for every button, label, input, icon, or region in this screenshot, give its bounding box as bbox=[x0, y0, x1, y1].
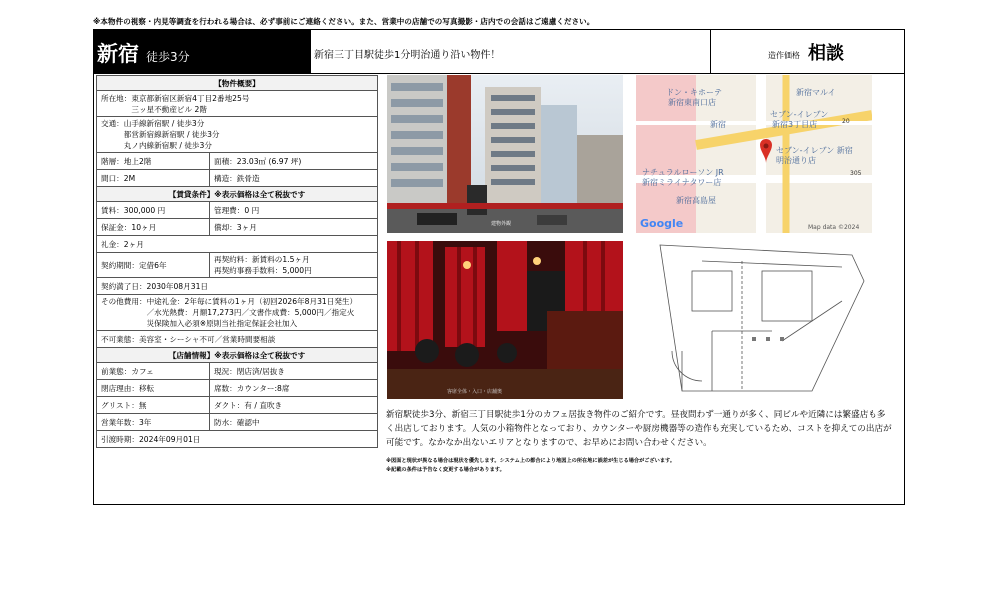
interior-photo-art bbox=[387, 241, 623, 399]
exterior-photo-art bbox=[387, 75, 623, 233]
map-label-marui: 新宿マルイ bbox=[796, 88, 836, 97]
handover-cell: 引渡時期：2024年09月01日 bbox=[97, 431, 378, 448]
address-line-1: 東京都新宿区新宿4丁目2番地25号 bbox=[131, 93, 250, 103]
map-label-donki: ドン・キホーテ bbox=[666, 88, 722, 97]
map-label-donki2: 新宿東南口店 bbox=[668, 98, 716, 107]
renew-line-1: 再契約料：新賃料の1.5ヶ月 bbox=[214, 255, 310, 264]
map-label-seven1b: 新宿3丁目店 bbox=[772, 120, 818, 129]
renew-line-2: 再契約事務手数料：5,000円 bbox=[214, 266, 312, 275]
station-block bbox=[94, 30, 311, 73]
exterior-caption: 建物外観 bbox=[491, 221, 512, 227]
mgmt-cell: 管理費：0 円 bbox=[210, 202, 378, 219]
traffic-line-1: 山手線新宿駅 / 徒歩3分 bbox=[123, 119, 205, 128]
area-cell: 面積：23.03㎡ (6.97 坪) bbox=[210, 153, 378, 170]
grease-cell: グリスト：無 bbox=[97, 397, 210, 414]
map-data-credit: Map data ©2024 bbox=[808, 224, 860, 231]
years-cell: 営業年数：3年 bbox=[97, 414, 210, 431]
price-value: 相談 bbox=[808, 43, 844, 64]
map-label-seven2b: 明治通り店 bbox=[776, 156, 816, 165]
google-logo: Google bbox=[640, 217, 684, 230]
note-1: ※図面と現状が異なる場合は現状を優先します。システム上の都合により地図上の所在地に誤差が生じる場合がございます。 bbox=[386, 458, 676, 464]
map-label-takashimaya: 新宿高島屋 bbox=[676, 196, 716, 205]
expiry-cell: 契約満了日：2030年08月31日 bbox=[97, 278, 378, 295]
close-reason-cell: 閉店理由：移転 bbox=[97, 380, 210, 397]
map-label-shinjuku: 新宿 bbox=[710, 120, 726, 129]
station-walk: 徒歩3分 bbox=[146, 50, 190, 64]
sheet-header bbox=[94, 30, 904, 74]
deposit-cell: 保証金：10ヶ月 bbox=[97, 219, 210, 236]
notice-text: ※本物件の視察・内見等調査を行われる場合は、必ず事前にご連絡ください。また、営業中の店舗での写真撮影・店内での会話はご遠慮ください。 bbox=[93, 17, 595, 26]
traffic-label: 交通： bbox=[101, 119, 124, 128]
store-title: 【店舗情報】※表示価格は全て税抜です bbox=[97, 348, 378, 363]
map-label-natural: ナチュラルローソン JR bbox=[642, 168, 724, 177]
spec-table bbox=[96, 75, 378, 448]
address-line-2: 三ッ星不動産ビル 2階 bbox=[131, 104, 207, 114]
description-text: 新宿駅徒歩3分、新宿三丁目駅徒歩1分のカフェ居抜き物件のご紹介です。昼夜問わず一通りが多く、同ビルや近隣には繁盛店も多く出店しております。人気の小箱物件となっており、カウンターや厨房機器等の造作も充実しているため、コストを抑えての出店が可能です。なかなか出ないエリアとなりますので、お早めにお問い合わせください。 bbox=[386, 410, 892, 448]
floor-plan-art bbox=[642, 241, 872, 399]
prev-biz-cell: 前業態：カフェ bbox=[97, 363, 210, 380]
prohibited-cell: 不可業態：美容室・シーシャ不可／営業時間要相談 bbox=[97, 331, 378, 348]
key-money-cell: 礼金：2ヶ月 bbox=[97, 236, 378, 253]
address-label: 所在地： bbox=[101, 93, 132, 103]
traffic-cell bbox=[97, 117, 378, 153]
other-line-1: 中途礼金：2年毎に賃料の1ヶ月（初回2026年8月31日発生） bbox=[146, 297, 358, 306]
address-cell bbox=[97, 91, 378, 117]
overview-title: 【物件概要】 bbox=[97, 76, 378, 91]
map-route-305: 305 bbox=[850, 170, 862, 177]
floor-cell: 階層：地上2階 bbox=[97, 153, 210, 170]
note-2: ※記載の条件は予告なく変更する場合があります。 bbox=[386, 467, 505, 473]
structure-cell: 構造：鉄骨造 bbox=[210, 170, 378, 187]
property-sheet bbox=[93, 29, 905, 505]
renew-cell bbox=[210, 253, 378, 278]
waterproof-cell: 防水：確認中 bbox=[210, 414, 378, 431]
traffic-line-2: 都営新宿線新宿駅 / 徒歩3分 bbox=[123, 130, 220, 139]
location-map bbox=[636, 75, 872, 233]
traffic-line-3: 丸ノ内線新宿駅 / 徒歩3分 bbox=[123, 141, 212, 150]
exterior-photo bbox=[387, 75, 623, 233]
lease-title: 【賃貸条件】※表示価格は全て税抜です bbox=[97, 187, 378, 202]
other-label: その他費用： bbox=[101, 297, 147, 306]
interior-caption: 客席全体・入口・店舗奥 bbox=[447, 389, 503, 395]
catch-copy: 新宿三丁目駅徒歩1分明治通り沿い物件！ bbox=[314, 50, 501, 61]
amort-cell: 償却：3ヶ月 bbox=[210, 219, 378, 236]
other-line-2: ／水光熱費：月額17,273円／文書作成費：5,000円／指定火 bbox=[146, 308, 355, 317]
status-cell: 現況：閉店済/居抜き bbox=[210, 363, 378, 380]
price-label: 造作価格 bbox=[768, 51, 800, 60]
station-name: 新宿 bbox=[97, 42, 139, 66]
map-art bbox=[636, 75, 872, 233]
floor-plan bbox=[642, 241, 872, 399]
map-label-natural2: 新宿ミライナタワー店 bbox=[642, 178, 722, 187]
interior-photo bbox=[387, 241, 623, 399]
map-label-seven2: セブン-イレブン 新宿 bbox=[776, 146, 853, 155]
term-cell: 契約期間：定借6年 bbox=[97, 253, 210, 278]
map-label-seven1: セブン-イレブン bbox=[770, 110, 829, 119]
rent-cell: 賃料：300,000 円 bbox=[97, 202, 210, 219]
price-box bbox=[710, 30, 905, 73]
other-line-3: 災保険加入必須※原則当社指定保証会社加入 bbox=[146, 319, 298, 328]
seats-cell: 席数：カウンター:8席 bbox=[210, 380, 378, 397]
duct-cell: ダクト：有 / 直吹き bbox=[210, 397, 378, 414]
frontage-cell: 間口：2M bbox=[97, 170, 210, 187]
other-cost-cell bbox=[97, 295, 378, 331]
map-route-20: 20 bbox=[842, 118, 850, 125]
